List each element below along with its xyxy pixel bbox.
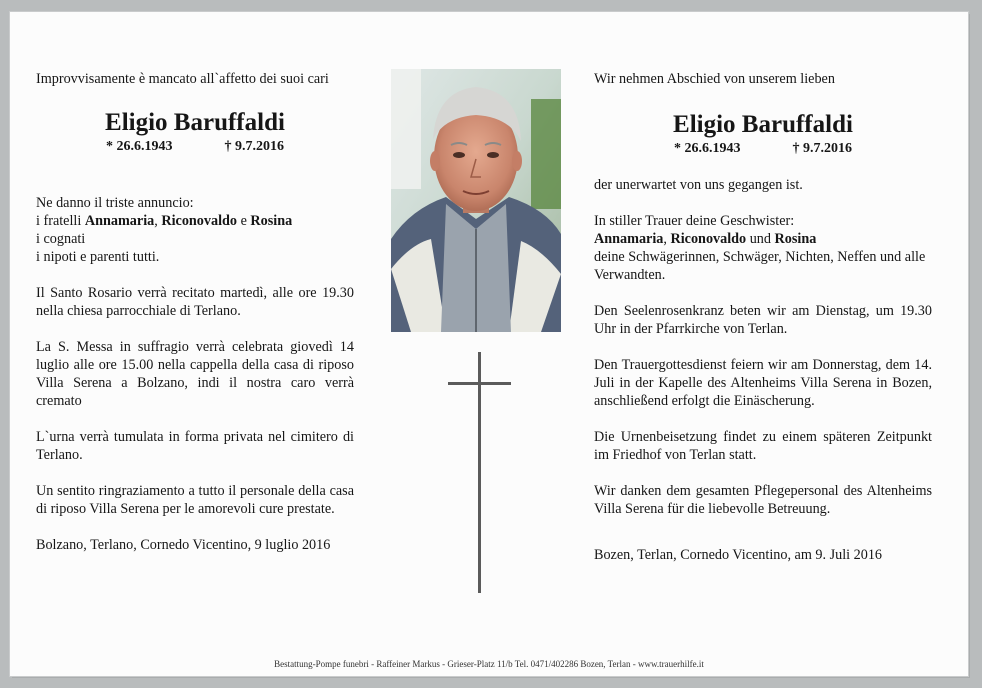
italian-column bbox=[36, 70, 354, 554]
italian-birth-date: * 26.6.1943 bbox=[106, 139, 173, 154]
italian-announce-line3: i cognati bbox=[36, 231, 86, 247]
german-unexpected: der unerwartet von uns gegangen ist. bbox=[594, 177, 803, 193]
funeral-home-footer: Bestattung-Pompe funebri - Raffeiner Markus - Grieser-Platz 11/b Tel. 0471/402286 Bozen, Terlan - www.trauerhilfe.it bbox=[274, 659, 704, 669]
italian-siblings-prefix: i fratelli bbox=[36, 213, 85, 229]
italian-intro: Improvvisamente è mancato all`affetto dei suoi cari bbox=[36, 71, 329, 87]
italian-announcement bbox=[36, 194, 354, 266]
separator: und bbox=[746, 231, 775, 247]
separator: , bbox=[663, 231, 671, 247]
german-mass: Den Trauergottesdienst feiern wir am Donnerstag, dem 14. Juli in der Kapelle des Altenheims Villa Serena in Bozen, anschließend erfolgt die Einäscherung. bbox=[594, 357, 932, 409]
italian-name: Eligio Baruffaldi bbox=[105, 109, 285, 136]
obituary-card bbox=[10, 12, 968, 676]
sibling-name: Annamaria bbox=[594, 231, 664, 247]
german-mourners bbox=[594, 212, 932, 284]
portrait-photo bbox=[391, 69, 561, 332]
sibling-name: Annamaria bbox=[84, 213, 155, 229]
german-dates bbox=[594, 140, 932, 158]
german-birth-date: * 26.6.1943 bbox=[674, 141, 741, 156]
italian-urn: L`urna verrà tumulata in forma privata nel cimitero di Terlano. bbox=[36, 429, 354, 463]
italian-rosary: Il Santo Rosario verrà recitato martedì, alle ore 19.30 nella chiesa parrocchiale di Terlano. bbox=[36, 285, 354, 319]
german-intro: Wir nehmen Abschied von unserem lieben bbox=[594, 71, 835, 87]
cross-icon-bar bbox=[448, 382, 511, 385]
cross-icon bbox=[478, 352, 481, 593]
italian-place-date: Bolzano, Terlano, Cornedo Vicentino, 9 luglio 2016 bbox=[36, 537, 331, 553]
italian-announce-line1: Ne danno il triste annuncio: bbox=[36, 195, 194, 211]
separator: e bbox=[237, 213, 251, 229]
italian-mass: La S. Messa in suffragio verrà celebrata giovedì 14 luglio alle ore 15.00 nella cappella della casa di riposo Villa Serena a Bolzano, indi il nostra caro verrà cremato bbox=[36, 339, 354, 409]
german-name: Eligio Baruffaldi bbox=[673, 111, 853, 138]
german-column bbox=[594, 70, 932, 564]
sibling-name: Rosina bbox=[774, 231, 817, 247]
sibling-name: Riconovaldo bbox=[670, 231, 747, 247]
sibling-name: Riconovaldo bbox=[161, 213, 238, 229]
german-place-date: Bozen, Terlan, Cornedo Vicentino, am 9. Juli 2016 bbox=[594, 547, 883, 563]
separator: , bbox=[154, 213, 162, 229]
italian-death-date: † 9.7.2016 bbox=[224, 139, 284, 154]
german-mourn-line1: In stiller Trauer deine Geschwister: bbox=[594, 213, 795, 229]
german-thanks: Wir danken dem gesamten Pflegepersonal des Altenheims Villa Serena für die liebevolle Betreuung. bbox=[594, 483, 932, 517]
german-urn: Die Urnenbeisetzung findet zu einem späteren Zeitpunkt im Friedhof von Terlan statt. bbox=[594, 429, 932, 463]
sibling-name: Rosina bbox=[250, 213, 293, 229]
italian-dates bbox=[36, 138, 354, 156]
german-mourn-line3: deine Schwägerinnen, Schwäger, Nichten, Neffen und alle Verwandten. bbox=[594, 249, 926, 283]
german-death-date: † 9.7.2016 bbox=[792, 141, 852, 156]
german-rosary: Den Seelenrosenkranz beten wir am Dienstag, um 19.30 Uhr in der Pfarrkirche von Terlan. bbox=[594, 303, 932, 337]
italian-announce-line4: i nipoti e parenti tutti. bbox=[36, 249, 160, 265]
italian-thanks: Un sentito ringraziamento a tutto il personale della casa di riposo Villa Serena per le amorevoli cure prestate. bbox=[36, 483, 354, 517]
